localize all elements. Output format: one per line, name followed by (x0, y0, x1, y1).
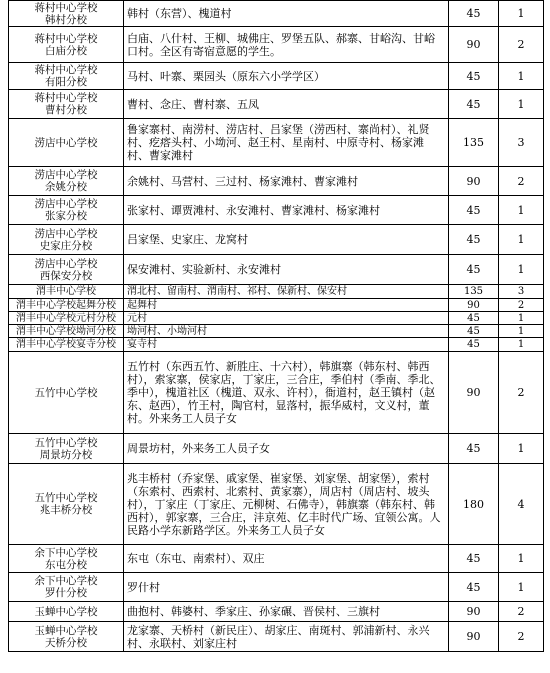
class-count-cell: 1 (499, 573, 544, 602)
table-row (9, 225, 544, 255)
table-row (9, 63, 544, 90)
service-area-cell: 曲抱村、韩婆村、季家庄、孙家碾、晋侯村、三旗村 (124, 602, 449, 622)
service-area-cell: 余姚村、马营村、三过村、杨家滩村、曹家滩村 (124, 167, 449, 196)
student-count-cell: 45 (449, 338, 499, 352)
table-row (9, 1, 544, 27)
school-name-cell: 涝店中心学校 张家分校 (9, 196, 124, 225)
table-row (9, 285, 544, 299)
table-row (9, 338, 544, 352)
service-area-cell: 鲁家寨村、南涝村、涝店村、吕家堡（涝西村、寨尚村）、礼贤村、疙瘩头村、小坳河、赵王村、星南村、中原寺村、杨家滩村、曹家滩村 (124, 119, 449, 167)
student-count-cell: 90 (449, 622, 499, 652)
school-name-cell: 蒋村中心学校 曹村分校 (9, 90, 124, 119)
class-count-cell: 1 (499, 225, 544, 255)
service-area-cell: 坳河村、小坳河村 (124, 325, 449, 338)
class-count-cell: 1 (499, 325, 544, 338)
school-name-cell: 五竹中心学校 周景坊分校 (9, 434, 124, 464)
service-area-cell: 白庙、八什村、王柳、城佛庄、罗堡五队、郝寨、甘峪沟、甘峪口村。全区有寄宿意愿的学生。 (124, 27, 449, 63)
service-area-cell: 马村、叶寨、栗园头（原东六小学学区） (124, 63, 449, 90)
table-row (9, 464, 544, 545)
student-count-cell: 45 (449, 196, 499, 225)
student-count-cell: 45 (449, 90, 499, 119)
service-area-cell: 东屯（东屯、南索村）、双庄 (124, 545, 449, 573)
table-row (9, 167, 544, 196)
class-count-cell: 2 (499, 602, 544, 622)
table-row (9, 602, 544, 622)
school-name-cell: 五竹中心学校 兆丰桥分校 (9, 464, 124, 545)
table-row (9, 325, 544, 338)
class-count-cell: 1 (499, 255, 544, 285)
class-count-cell: 1 (499, 63, 544, 90)
school-name-cell: 涝店中心学校 余姚分校 (9, 167, 124, 196)
table-row (9, 434, 544, 464)
table-row (9, 573, 544, 602)
table-row (9, 90, 544, 119)
class-count-cell: 2 (499, 299, 544, 312)
school-district-table (8, 0, 544, 652)
class-count-cell: 1 (499, 196, 544, 225)
student-count-cell: 45 (449, 255, 499, 285)
class-count-cell: 3 (499, 285, 544, 299)
student-count-cell: 45 (449, 325, 499, 338)
class-count-cell: 2 (499, 352, 544, 434)
student-count-cell: 45 (449, 545, 499, 573)
class-count-cell: 3 (499, 119, 544, 167)
table-row (9, 299, 544, 312)
school-name-cell: 余下中心学校 罗什分校 (9, 573, 124, 602)
class-count-cell: 1 (499, 434, 544, 464)
service-area-cell: 兆丰桥村（乔家堡、戚家堡、崔家堡、刘家堡、胡家堡），索村（东索村、西索村、北索村、黄家寨），周店村（周店村、坡头村），丁家庄（丁家庄、元柳树、石佛寺），韩旗寨（韩东村、韩西村），郭家寨，三合庄，沣京苑、亿丰时代广场、宜领公寓。人民路小学东新路学区。外来务工人员子女 (124, 464, 449, 545)
service-area-cell: 保安滩村、实验新村、永安滩村 (124, 255, 449, 285)
student-count-cell: 90 (449, 352, 499, 434)
table-row (9, 312, 544, 325)
table-row (9, 27, 544, 63)
student-count-cell: 90 (449, 27, 499, 63)
student-count-cell: 90 (449, 602, 499, 622)
service-area-cell: 起舞村 (124, 299, 449, 312)
student-count-cell: 45 (449, 312, 499, 325)
table-row (9, 255, 544, 285)
service-area-cell: 罗什村 (124, 573, 449, 602)
class-count-cell: 2 (499, 622, 544, 652)
student-count-cell: 45 (449, 434, 499, 464)
school-name-cell: 渭丰中心学校起舞分校 (9, 299, 124, 312)
service-area-cell: 曹村、念庄、曹村寨、五凤 (124, 90, 449, 119)
class-count-cell: 2 (499, 167, 544, 196)
school-name-cell: 涝店中心学校 史家庄分校 (9, 225, 124, 255)
class-count-cell: 1 (499, 545, 544, 573)
table-body (9, 1, 544, 652)
service-area-cell: 宴寺村 (124, 338, 449, 352)
school-name-cell: 蒋村中心学校 韩村分校 (9, 1, 124, 27)
school-name-cell: 五竹中心学校 (9, 352, 124, 434)
school-name-cell: 涝店中心学校 西保安分校 (9, 255, 124, 285)
class-count-cell: 1 (499, 312, 544, 325)
service-area-cell: 韩村（东营）、槐道村 (124, 1, 449, 27)
school-name-cell: 渭丰中心学校元村分校 (9, 312, 124, 325)
table-row (9, 196, 544, 225)
school-name-cell: 蒋村中心学校 白庙分校 (9, 27, 124, 63)
school-name-cell: 涝店中心学校 (9, 119, 124, 167)
table-row (9, 545, 544, 573)
school-name-cell: 玉蝉中心学校 (9, 602, 124, 622)
table-row (9, 352, 544, 434)
school-name-cell: 渭丰中心学校 (9, 285, 124, 299)
service-area-cell: 元村 (124, 312, 449, 325)
class-count-cell: 1 (499, 90, 544, 119)
class-count-cell: 1 (499, 338, 544, 352)
table-row (9, 622, 544, 652)
service-area-cell: 渭北村、留南村、渭南村、祁村、保新村、保安村 (124, 285, 449, 299)
school-name-cell: 渭丰中心学校坳河分校 (9, 325, 124, 338)
student-count-cell: 90 (449, 299, 499, 312)
table-row (9, 119, 544, 167)
student-count-cell: 45 (449, 573, 499, 602)
student-count-cell: 180 (449, 464, 499, 545)
service-area-cell: 五竹村（东西五竹、新胜庄、十六村），韩旗寨（韩东村、韩西村），索家寨，侯家店，丁家庄，三合庄，季伯村（季南、季北、季中），槐道社区（槐道、双永、许村），衙道村，赵王镇村（赵东、赵西），竹王村，陶官村，显落村，振华威村，文义村，董村。外来务工人员子女 (124, 352, 449, 434)
school-name-cell: 余下中心学校 东屯分校 (9, 545, 124, 573)
school-name-cell: 渭丰中心学校宴寺分校 (9, 338, 124, 352)
student-count-cell: 45 (449, 225, 499, 255)
service-area-cell: 周景坊村，外来务工人员子女 (124, 434, 449, 464)
class-count-cell: 2 (499, 27, 544, 63)
service-area-cell: 龙家寨、天桥村（新民庄）、胡家庄、南斑村、郭浦新村、永兴村、永联村、刘家庄村 (124, 622, 449, 652)
student-count-cell: 45 (449, 63, 499, 90)
student-count-cell: 135 (449, 119, 499, 167)
school-name-cell: 蒋村中心学校 有阳分校 (9, 63, 124, 90)
student-count-cell: 135 (449, 285, 499, 299)
student-count-cell: 45 (449, 1, 499, 27)
class-count-cell: 4 (499, 464, 544, 545)
service-area-cell: 吕家堡、史家庄、龙窝村 (124, 225, 449, 255)
school-name-cell: 玉蝉中心学校 天桥分校 (9, 622, 124, 652)
class-count-cell: 1 (499, 1, 544, 27)
student-count-cell: 90 (449, 167, 499, 196)
service-area-cell: 张家村、谭贾滩村、永安滩村、曹家滩村、杨家滩村 (124, 196, 449, 225)
